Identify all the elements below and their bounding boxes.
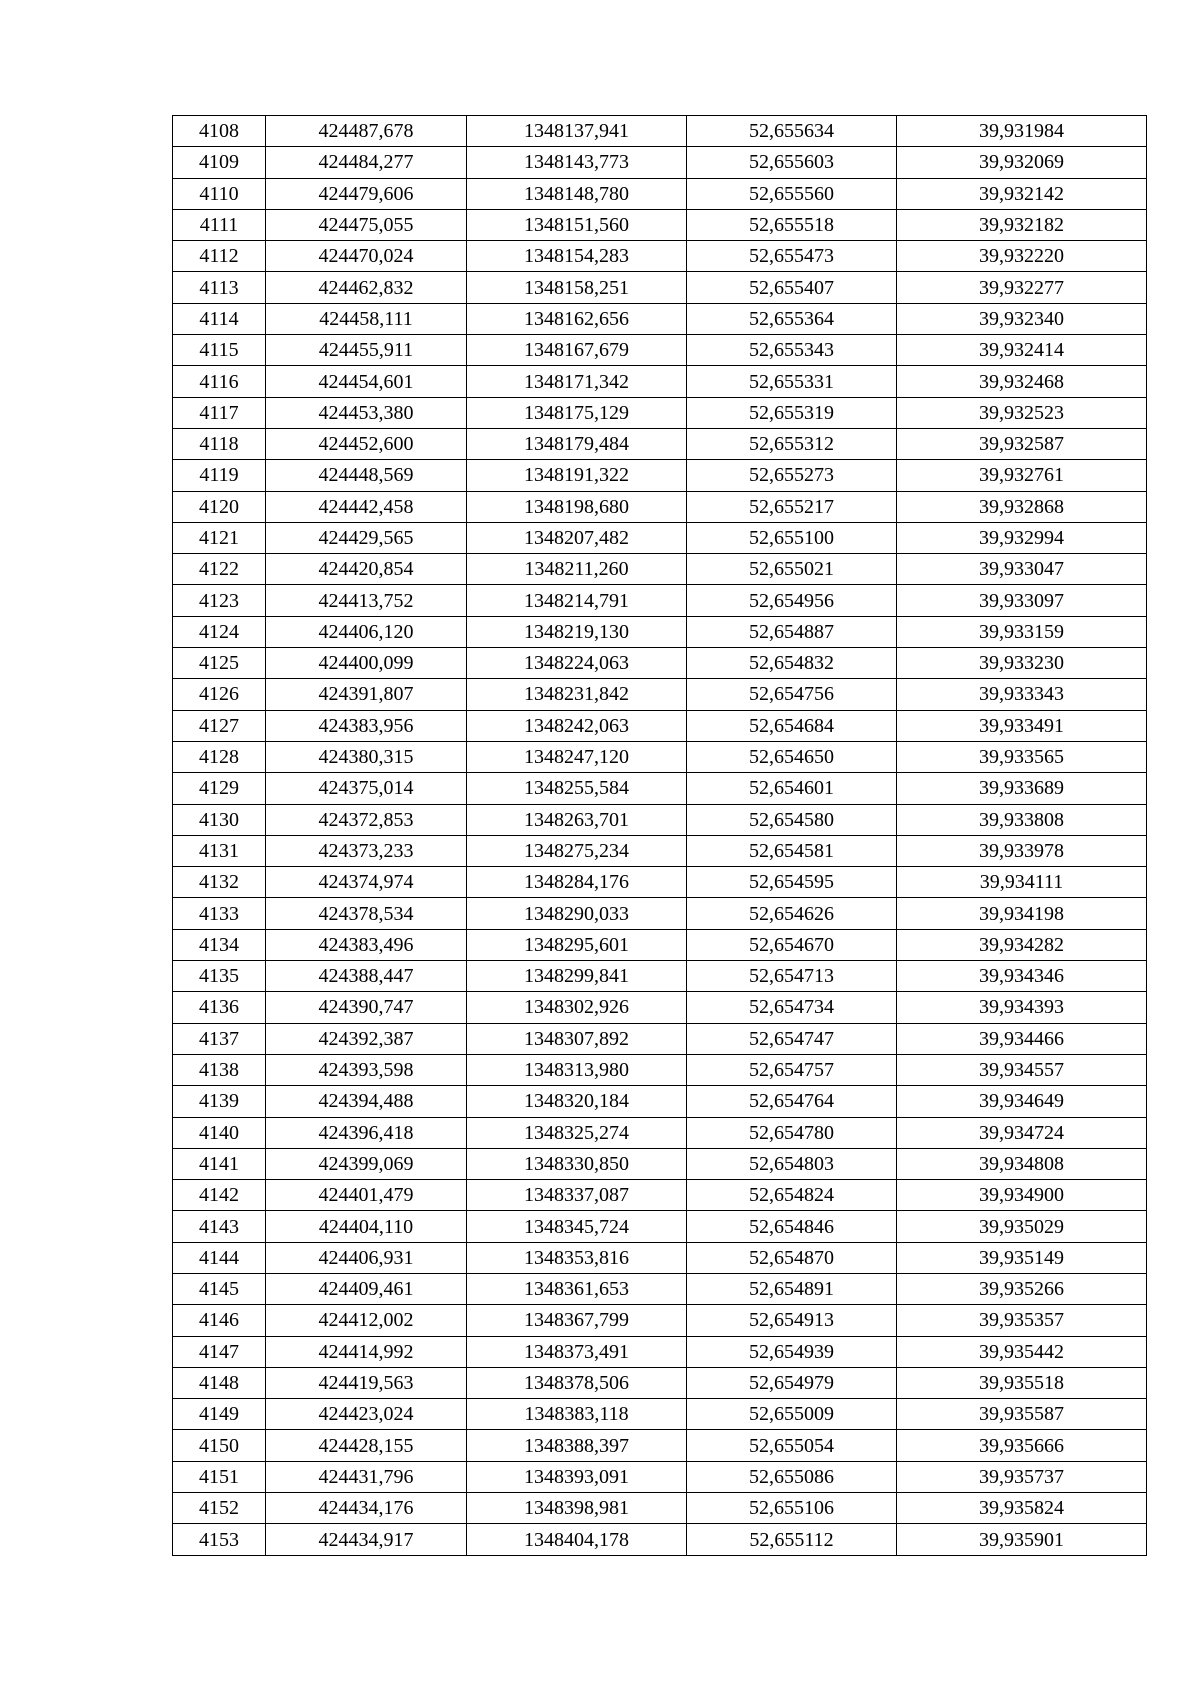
y-coordinate-cell: 1348295,601: [467, 929, 687, 960]
y-coordinate-cell: 1348330,850: [467, 1148, 687, 1179]
x-coordinate-cell: 424373,233: [266, 835, 467, 866]
table-row: [173, 898, 1147, 929]
table-row: [173, 1180, 1147, 1211]
x-coordinate-cell: 424400,099: [266, 648, 467, 679]
y-coordinate-cell: 1348313,980: [467, 1054, 687, 1085]
table-row: [173, 1367, 1147, 1398]
longitude-cell: 39,934198: [897, 898, 1147, 929]
y-coordinate-cell: 1348302,926: [467, 992, 687, 1023]
x-coordinate-cell: 424442,458: [266, 491, 467, 522]
table-row: [173, 178, 1147, 209]
table-row: [173, 335, 1147, 366]
longitude-cell: 39,933047: [897, 554, 1147, 585]
longitude-cell: 39,932069: [897, 147, 1147, 178]
longitude-cell: 39,935266: [897, 1273, 1147, 1304]
point-number-cell: 4127: [173, 710, 266, 741]
latitude-cell: 52,655560: [687, 178, 897, 209]
latitude-cell: 52,654650: [687, 741, 897, 772]
table-row: [173, 929, 1147, 960]
longitude-cell: 39,935901: [897, 1524, 1147, 1555]
y-coordinate-cell: 1348398,981: [467, 1493, 687, 1524]
latitude-cell: 52,655364: [687, 303, 897, 334]
y-coordinate-cell: 1348404,178: [467, 1524, 687, 1555]
y-coordinate-cell: 1348167,679: [467, 335, 687, 366]
point-number-cell: 4124: [173, 616, 266, 647]
point-number-cell: 4108: [173, 116, 266, 147]
latitude-cell: 52,655407: [687, 272, 897, 303]
point-number-cell: 4128: [173, 741, 266, 772]
latitude-cell: 52,654580: [687, 804, 897, 835]
y-coordinate-cell: 1348388,397: [467, 1430, 687, 1461]
y-coordinate-cell: 1348191,322: [467, 460, 687, 491]
longitude-cell: 39,932182: [897, 209, 1147, 240]
x-coordinate-cell: 424419,563: [266, 1367, 467, 1398]
latitude-cell: 52,655021: [687, 554, 897, 585]
point-number-cell: 4144: [173, 1242, 266, 1273]
x-coordinate-cell: 424378,534: [266, 898, 467, 929]
y-coordinate-cell: 1348143,773: [467, 147, 687, 178]
longitude-cell: 39,935737: [897, 1461, 1147, 1492]
coordinates-table-body: [173, 116, 1147, 1556]
point-number-cell: 4131: [173, 835, 266, 866]
longitude-cell: 39,935029: [897, 1211, 1147, 1242]
longitude-cell: 39,933491: [897, 710, 1147, 741]
x-coordinate-cell: 424462,832: [266, 272, 467, 303]
point-number-cell: 4140: [173, 1117, 266, 1148]
longitude-cell: 39,934466: [897, 1023, 1147, 1054]
table-row: [173, 835, 1147, 866]
y-coordinate-cell: 1348198,680: [467, 491, 687, 522]
latitude-cell: 52,654870: [687, 1242, 897, 1273]
x-coordinate-cell: 424428,155: [266, 1430, 467, 1461]
y-coordinate-cell: 1348367,799: [467, 1305, 687, 1336]
x-coordinate-cell: 424420,854: [266, 554, 467, 585]
table-row: [173, 428, 1147, 459]
longitude-cell: 39,932994: [897, 522, 1147, 553]
latitude-cell: 52,654595: [687, 867, 897, 898]
x-coordinate-cell: 424388,447: [266, 961, 467, 992]
latitude-cell: 52,655343: [687, 335, 897, 366]
table-row: [173, 1117, 1147, 1148]
longitude-cell: 39,932468: [897, 366, 1147, 397]
x-coordinate-cell: 424372,853: [266, 804, 467, 835]
point-number-cell: 4123: [173, 585, 266, 616]
latitude-cell: 52,655331: [687, 366, 897, 397]
longitude-cell: 39,933565: [897, 741, 1147, 772]
point-number-cell: 4110: [173, 178, 266, 209]
point-number-cell: 4139: [173, 1086, 266, 1117]
longitude-cell: 39,934649: [897, 1086, 1147, 1117]
longitude-cell: 39,932523: [897, 397, 1147, 428]
x-coordinate-cell: 424404,110: [266, 1211, 467, 1242]
x-coordinate-cell: 424455,911: [266, 335, 467, 366]
longitude-cell: 39,933343: [897, 679, 1147, 710]
latitude-cell: 52,654581: [687, 835, 897, 866]
latitude-cell: 52,654757: [687, 1054, 897, 1085]
latitude-cell: 52,655473: [687, 241, 897, 272]
point-number-cell: 4130: [173, 804, 266, 835]
point-number-cell: 4119: [173, 460, 266, 491]
y-coordinate-cell: 1348255,584: [467, 773, 687, 804]
point-number-cell: 4145: [173, 1273, 266, 1304]
longitude-cell: 39,935666: [897, 1430, 1147, 1461]
latitude-cell: 52,655518: [687, 209, 897, 240]
point-number-cell: 4112: [173, 241, 266, 272]
table-row: [173, 209, 1147, 240]
table-row: [173, 616, 1147, 647]
table-row: [173, 1211, 1147, 1242]
longitude-cell: 39,932142: [897, 178, 1147, 209]
x-coordinate-cell: 424423,024: [266, 1399, 467, 1430]
x-coordinate-cell: 424487,678: [266, 116, 467, 147]
point-number-cell: 4125: [173, 648, 266, 679]
y-coordinate-cell: 1348337,087: [467, 1180, 687, 1211]
x-coordinate-cell: 424458,111: [266, 303, 467, 334]
y-coordinate-cell: 1348393,091: [467, 1461, 687, 1492]
x-coordinate-cell: 424452,600: [266, 428, 467, 459]
latitude-cell: 52,655054: [687, 1430, 897, 1461]
x-coordinate-cell: 424374,974: [266, 867, 467, 898]
x-coordinate-cell: 424383,956: [266, 710, 467, 741]
y-coordinate-cell: 1348151,560: [467, 209, 687, 240]
x-coordinate-cell: 424399,069: [266, 1148, 467, 1179]
table-row: [173, 241, 1147, 272]
y-coordinate-cell: 1348325,274: [467, 1117, 687, 1148]
point-number-cell: 4122: [173, 554, 266, 585]
y-coordinate-cell: 1348290,033: [467, 898, 687, 929]
longitude-cell: 39,934557: [897, 1054, 1147, 1085]
latitude-cell: 52,655112: [687, 1524, 897, 1555]
latitude-cell: 52,655106: [687, 1493, 897, 1524]
table-row: [173, 116, 1147, 147]
y-coordinate-cell: 1348361,653: [467, 1273, 687, 1304]
latitude-cell: 52,654764: [687, 1086, 897, 1117]
x-coordinate-cell: 424383,496: [266, 929, 467, 960]
latitude-cell: 52,655273: [687, 460, 897, 491]
x-coordinate-cell: 424429,565: [266, 522, 467, 553]
point-number-cell: 4149: [173, 1399, 266, 1430]
x-coordinate-cell: 424470,024: [266, 241, 467, 272]
y-coordinate-cell: 1348224,063: [467, 648, 687, 679]
table-row: [173, 710, 1147, 741]
y-coordinate-cell: 1348137,941: [467, 116, 687, 147]
table-row: [173, 147, 1147, 178]
latitude-cell: 52,654979: [687, 1367, 897, 1398]
latitude-cell: 52,655100: [687, 522, 897, 553]
y-coordinate-cell: 1348242,063: [467, 710, 687, 741]
table-row: [173, 397, 1147, 428]
point-number-cell: 4141: [173, 1148, 266, 1179]
x-coordinate-cell: 424475,055: [266, 209, 467, 240]
latitude-cell: 52,654670: [687, 929, 897, 960]
table-row: [173, 303, 1147, 334]
longitude-cell: 39,933808: [897, 804, 1147, 835]
y-coordinate-cell: 1348383,118: [467, 1399, 687, 1430]
table-row: [173, 679, 1147, 710]
latitude-cell: 52,654832: [687, 648, 897, 679]
longitude-cell: 39,934282: [897, 929, 1147, 960]
latitude-cell: 52,654734: [687, 992, 897, 1023]
y-coordinate-cell: 1348247,120: [467, 741, 687, 772]
table-row: [173, 1242, 1147, 1273]
x-coordinate-cell: 424390,747: [266, 992, 467, 1023]
y-coordinate-cell: 1348214,791: [467, 585, 687, 616]
point-number-cell: 4115: [173, 335, 266, 366]
table-row: [173, 1336, 1147, 1367]
y-coordinate-cell: 1348307,892: [467, 1023, 687, 1054]
table-row: [173, 1524, 1147, 1555]
y-coordinate-cell: 1348345,724: [467, 1211, 687, 1242]
point-number-cell: 4109: [173, 147, 266, 178]
y-coordinate-cell: 1348263,701: [467, 804, 687, 835]
table-row: [173, 522, 1147, 553]
latitude-cell: 52,654747: [687, 1023, 897, 1054]
x-coordinate-cell: 424434,176: [266, 1493, 467, 1524]
point-number-cell: 4113: [173, 272, 266, 303]
longitude-cell: 39,933978: [897, 835, 1147, 866]
table-row: [173, 366, 1147, 397]
x-coordinate-cell: 424409,461: [266, 1273, 467, 1304]
point-number-cell: 4116: [173, 366, 266, 397]
table-row: [173, 585, 1147, 616]
latitude-cell: 52,654824: [687, 1180, 897, 1211]
longitude-cell: 39,932277: [897, 272, 1147, 303]
table-row: [173, 741, 1147, 772]
point-number-cell: 4146: [173, 1305, 266, 1336]
latitude-cell: 52,654956: [687, 585, 897, 616]
point-number-cell: 4134: [173, 929, 266, 960]
point-number-cell: 4133: [173, 898, 266, 929]
x-coordinate-cell: 424414,992: [266, 1336, 467, 1367]
table-row: [173, 272, 1147, 303]
x-coordinate-cell: 424375,014: [266, 773, 467, 804]
y-coordinate-cell: 1348353,816: [467, 1242, 687, 1273]
y-coordinate-cell: 1348373,491: [467, 1336, 687, 1367]
table-row: [173, 1493, 1147, 1524]
point-number-cell: 4132: [173, 867, 266, 898]
point-number-cell: 4121: [173, 522, 266, 553]
latitude-cell: 52,655603: [687, 147, 897, 178]
longitude-cell: 39,935824: [897, 1493, 1147, 1524]
y-coordinate-cell: 1348171,342: [467, 366, 687, 397]
y-coordinate-cell: 1348378,506: [467, 1367, 687, 1398]
longitude-cell: 39,935587: [897, 1399, 1147, 1430]
x-coordinate-cell: 424380,315: [266, 741, 467, 772]
longitude-cell: 39,934111: [897, 867, 1147, 898]
y-coordinate-cell: 1348219,130: [467, 616, 687, 647]
point-number-cell: 4136: [173, 992, 266, 1023]
y-coordinate-cell: 1348299,841: [467, 961, 687, 992]
y-coordinate-cell: 1348179,484: [467, 428, 687, 459]
point-number-cell: 4138: [173, 1054, 266, 1085]
point-number-cell: 4117: [173, 397, 266, 428]
table-row: [173, 992, 1147, 1023]
x-coordinate-cell: 424448,569: [266, 460, 467, 491]
latitude-cell: 52,654713: [687, 961, 897, 992]
longitude-cell: 39,932587: [897, 428, 1147, 459]
y-coordinate-cell: 1348148,780: [467, 178, 687, 209]
point-number-cell: 4147: [173, 1336, 266, 1367]
longitude-cell: 39,932340: [897, 303, 1147, 334]
point-number-cell: 4129: [173, 773, 266, 804]
point-number-cell: 4150: [173, 1430, 266, 1461]
point-number-cell: 4118: [173, 428, 266, 459]
latitude-cell: 52,654601: [687, 773, 897, 804]
x-coordinate-cell: 424406,931: [266, 1242, 467, 1273]
latitude-cell: 52,655217: [687, 491, 897, 522]
y-coordinate-cell: 1348211,260: [467, 554, 687, 585]
point-number-cell: 4111: [173, 209, 266, 240]
x-coordinate-cell: 424454,601: [266, 366, 467, 397]
point-number-cell: 4126: [173, 679, 266, 710]
x-coordinate-cell: 424406,120: [266, 616, 467, 647]
longitude-cell: 39,935518: [897, 1367, 1147, 1398]
x-coordinate-cell: 424431,796: [266, 1461, 467, 1492]
longitude-cell: 39,934346: [897, 961, 1147, 992]
longitude-cell: 39,934724: [897, 1117, 1147, 1148]
x-coordinate-cell: 424479,606: [266, 178, 467, 209]
longitude-cell: 39,934393: [897, 992, 1147, 1023]
point-number-cell: 4142: [173, 1180, 266, 1211]
longitude-cell: 39,932220: [897, 241, 1147, 272]
x-coordinate-cell: 424391,807: [266, 679, 467, 710]
latitude-cell: 52,655009: [687, 1399, 897, 1430]
table-row: [173, 1054, 1147, 1085]
table-row: [173, 1086, 1147, 1117]
table-row: [173, 648, 1147, 679]
longitude-cell: 39,935442: [897, 1336, 1147, 1367]
latitude-cell: 52,654684: [687, 710, 897, 741]
latitude-cell: 52,654891: [687, 1273, 897, 1304]
x-coordinate-cell: 424413,752: [266, 585, 467, 616]
table-row: [173, 867, 1147, 898]
x-coordinate-cell: 424453,380: [266, 397, 467, 428]
longitude-cell: 39,933689: [897, 773, 1147, 804]
table-row: [173, 773, 1147, 804]
table-row: [173, 1148, 1147, 1179]
latitude-cell: 52,654756: [687, 679, 897, 710]
y-coordinate-cell: 1348275,234: [467, 835, 687, 866]
latitude-cell: 52,654780: [687, 1117, 897, 1148]
point-number-cell: 4137: [173, 1023, 266, 1054]
table-row: [173, 554, 1147, 585]
table-row: [173, 1399, 1147, 1430]
latitude-cell: 52,654803: [687, 1148, 897, 1179]
table-row: [173, 1305, 1147, 1336]
longitude-cell: 39,933230: [897, 648, 1147, 679]
table-row: [173, 491, 1147, 522]
point-number-cell: 4148: [173, 1367, 266, 1398]
longitude-cell: 39,934900: [897, 1180, 1147, 1211]
table-row: [173, 961, 1147, 992]
point-number-cell: 4152: [173, 1493, 266, 1524]
point-number-cell: 4153: [173, 1524, 266, 1555]
table-row: [173, 1430, 1147, 1461]
x-coordinate-cell: 424394,488: [266, 1086, 467, 1117]
y-coordinate-cell: 1348284,176: [467, 867, 687, 898]
latitude-cell: 52,655086: [687, 1461, 897, 1492]
longitude-cell: 39,933159: [897, 616, 1147, 647]
y-coordinate-cell: 1348231,842: [467, 679, 687, 710]
y-coordinate-cell: 1348320,184: [467, 1086, 687, 1117]
y-coordinate-cell: 1348158,251: [467, 272, 687, 303]
longitude-cell: 39,932414: [897, 335, 1147, 366]
table-row: [173, 804, 1147, 835]
x-coordinate-cell: 424396,418: [266, 1117, 467, 1148]
table-row: [173, 460, 1147, 491]
point-number-cell: 4151: [173, 1461, 266, 1492]
x-coordinate-cell: 424484,277: [266, 147, 467, 178]
longitude-cell: 39,932868: [897, 491, 1147, 522]
longitude-cell: 39,934808: [897, 1148, 1147, 1179]
point-number-cell: 4114: [173, 303, 266, 334]
point-number-cell: 4120: [173, 491, 266, 522]
longitude-cell: 39,935357: [897, 1305, 1147, 1336]
x-coordinate-cell: 424392,387: [266, 1023, 467, 1054]
latitude-cell: 52,654626: [687, 898, 897, 929]
longitude-cell: 39,935149: [897, 1242, 1147, 1273]
latitude-cell: 52,655312: [687, 428, 897, 459]
latitude-cell: 52,655319: [687, 397, 897, 428]
x-coordinate-cell: 424393,598: [266, 1054, 467, 1085]
latitude-cell: 52,654913: [687, 1305, 897, 1336]
y-coordinate-cell: 1348154,283: [467, 241, 687, 272]
table-row: [173, 1461, 1147, 1492]
y-coordinate-cell: 1348162,656: [467, 303, 687, 334]
x-coordinate-cell: 424412,002: [266, 1305, 467, 1336]
table-row: [173, 1273, 1147, 1304]
point-number-cell: 4143: [173, 1211, 266, 1242]
longitude-cell: 39,932761: [897, 460, 1147, 491]
latitude-cell: 52,655634: [687, 116, 897, 147]
x-coordinate-cell: 424401,479: [266, 1180, 467, 1211]
latitude-cell: 52,654939: [687, 1336, 897, 1367]
point-number-cell: 4135: [173, 961, 266, 992]
y-coordinate-cell: 1348175,129: [467, 397, 687, 428]
x-coordinate-cell: 424434,917: [266, 1524, 467, 1555]
longitude-cell: 39,933097: [897, 585, 1147, 616]
longitude-cell: 39,931984: [897, 116, 1147, 147]
coordinates-table: [172, 115, 1147, 1556]
latitude-cell: 52,654887: [687, 616, 897, 647]
latitude-cell: 52,654846: [687, 1211, 897, 1242]
y-coordinate-cell: 1348207,482: [467, 522, 687, 553]
table-row: [173, 1023, 1147, 1054]
